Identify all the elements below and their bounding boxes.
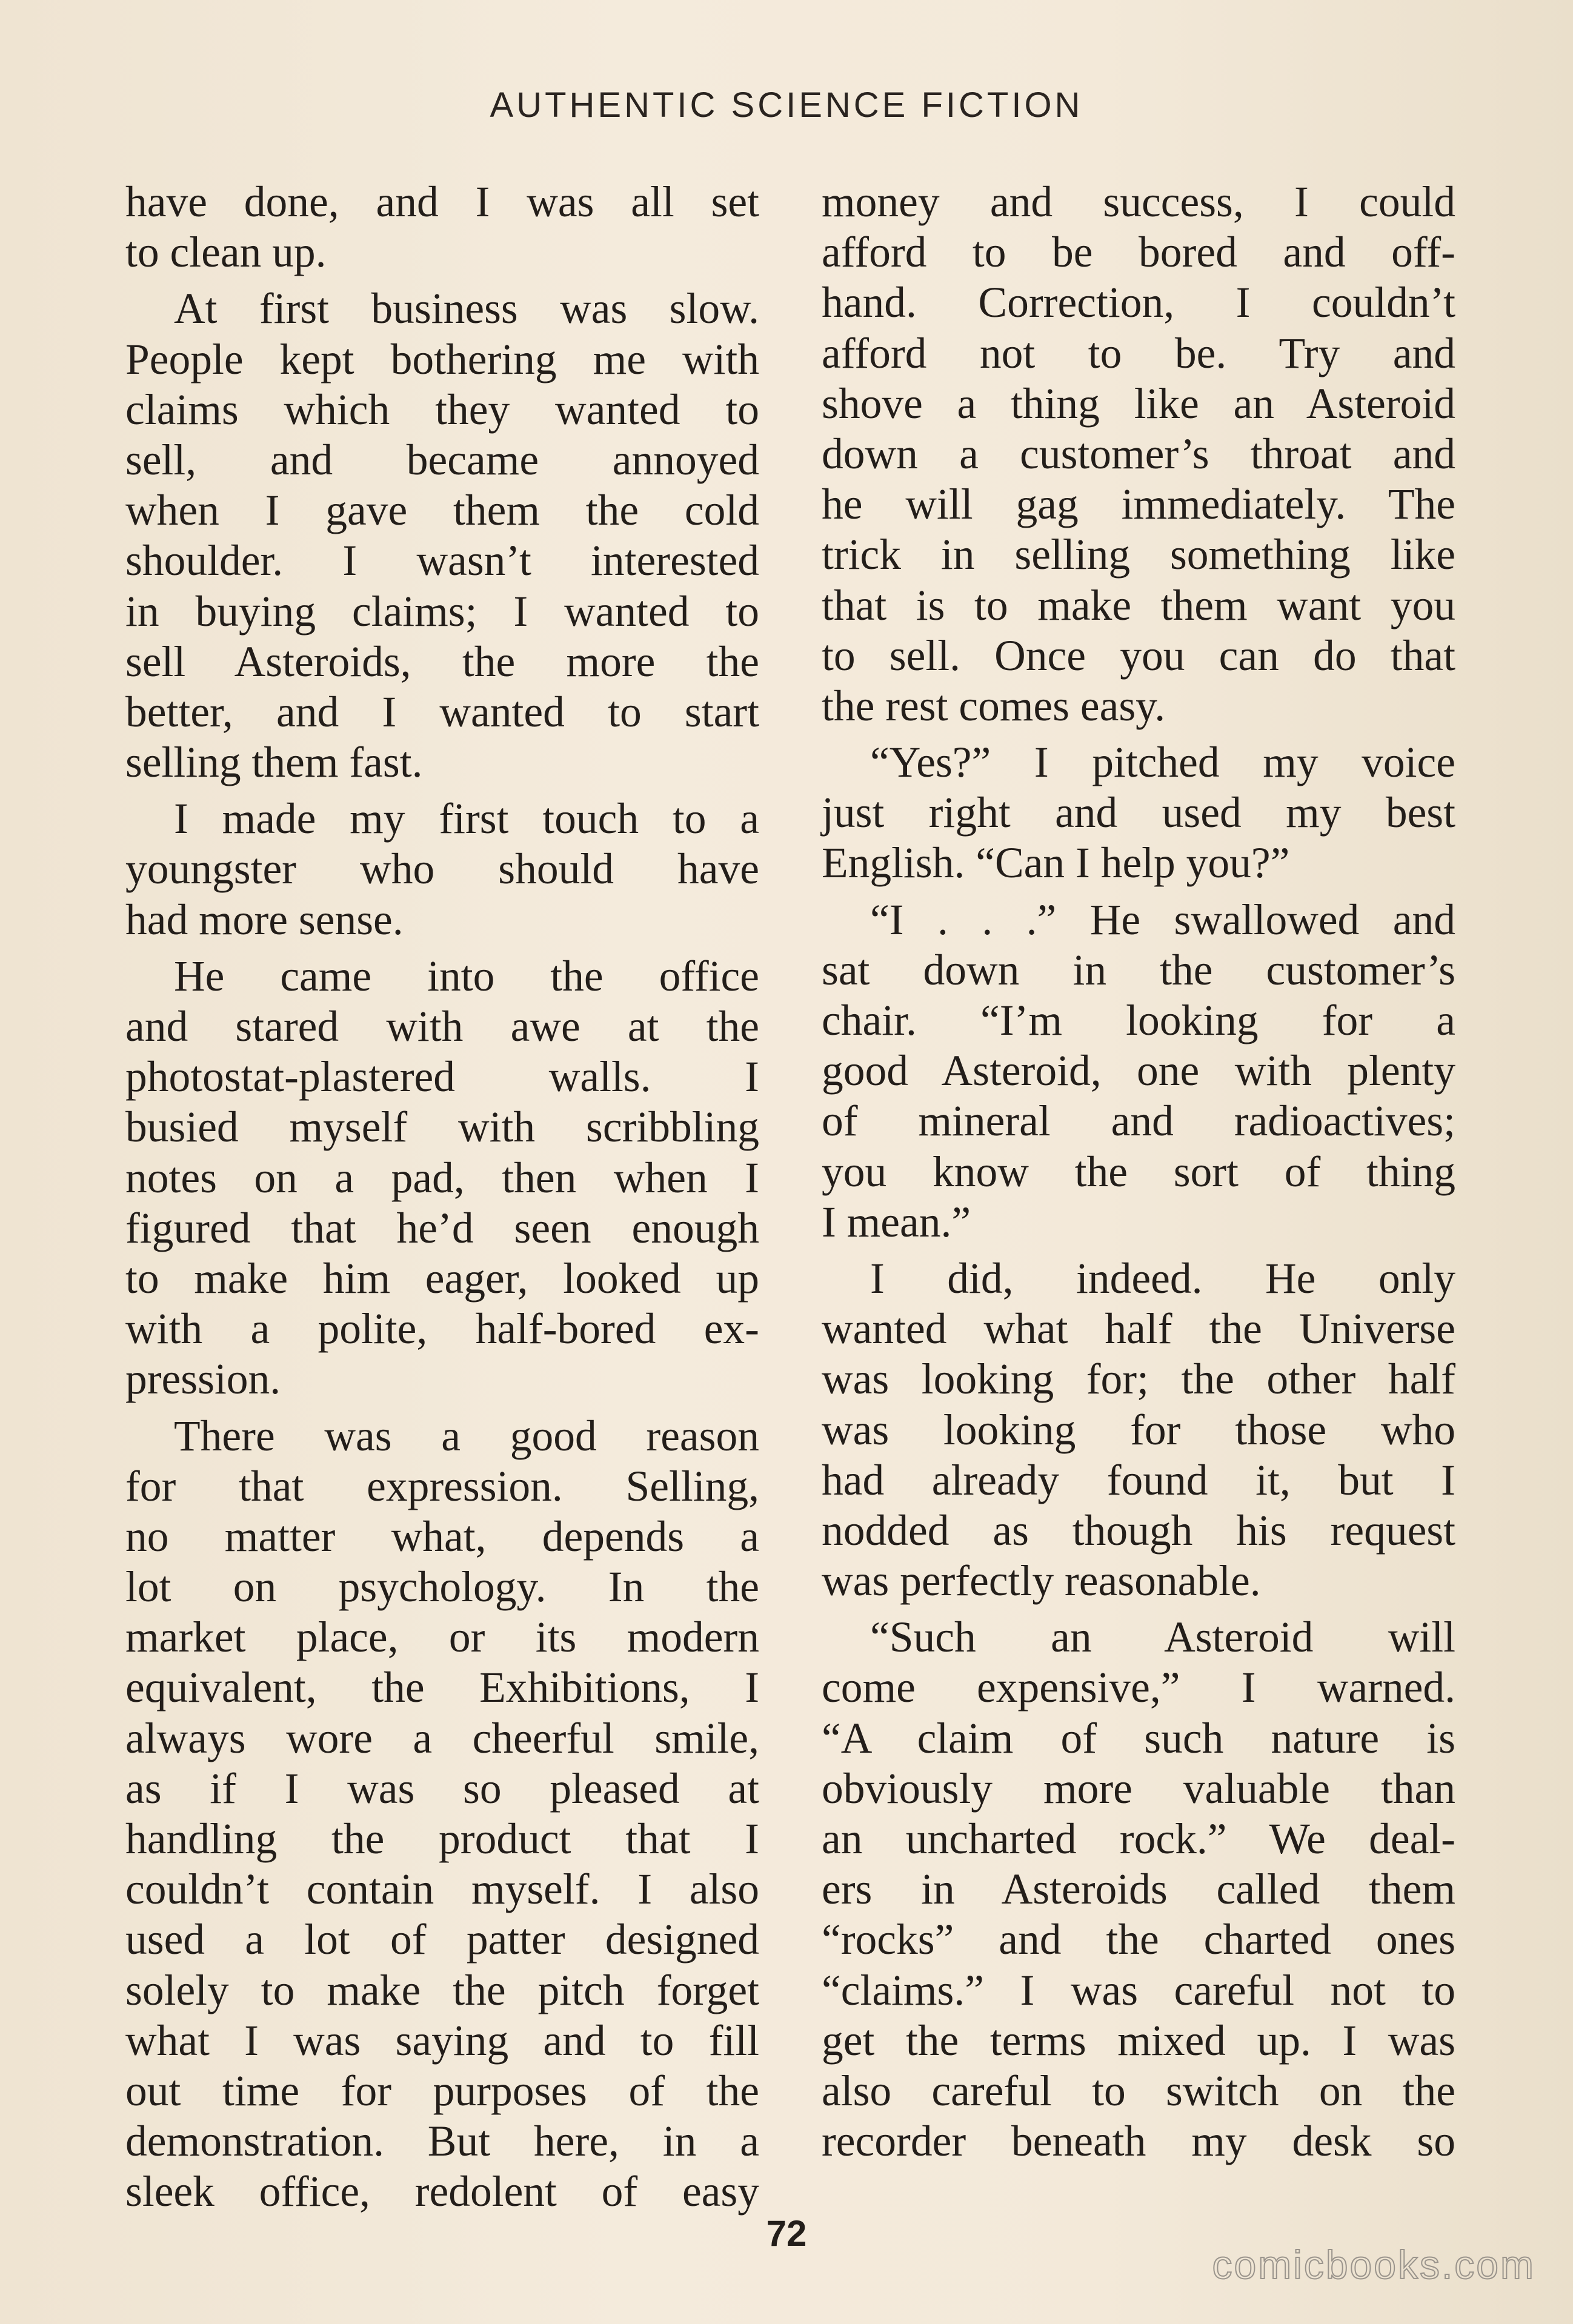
text-line: market place, or its modern — [125, 1613, 759, 1662]
text-line: sell Asteroids, the more the — [125, 637, 759, 686]
text-line: to sell. Once you can do that — [822, 631, 1455, 680]
text-line: chair. “I’m looking for a — [822, 997, 1455, 1044]
text-column-right — [822, 177, 1455, 2173]
text-line: money and success, I could — [822, 178, 1455, 226]
text-line: that is to make them want you — [822, 581, 1455, 629]
text-line: was perfectly reasonable. — [822, 1557, 1261, 1605]
paragraph — [822, 895, 1455, 1247]
text-line: I mean.” — [822, 1198, 971, 1246]
text-line: recorder beneath my desk so — [822, 2117, 1455, 2166]
text-line: busied myself with scribbling — [125, 1103, 759, 1152]
text-line: good Asteroid, one with plenty — [822, 1047, 1455, 1095]
paragraph — [822, 1612, 1455, 2166]
text-line: also careful to switch on the — [822, 2067, 1455, 2115]
text-line: to make him eager, looked up — [125, 1254, 759, 1303]
text-line: photostat-plastered walls. I — [125, 1053, 759, 1101]
text-line: equivalent, the Exhibitions, I — [125, 1664, 759, 1712]
text-line: couldn’t contain myself. I also — [125, 1865, 759, 1914]
text-line: for that expression. Selling, — [125, 1462, 759, 1510]
text-line: an uncharted rock.” We deal- — [822, 1815, 1455, 1863]
text-line: “I . . .” He swallowed and — [870, 895, 1455, 944]
text-line: come expensive,” I warned. — [822, 1664, 1455, 1712]
text-line: was looking for those who — [822, 1406, 1455, 1454]
text-line: demonstration. But here, in a — [125, 2117, 759, 2166]
page-number: 72 — [766, 2213, 807, 2254]
text-line: solely to make the pitch forget — [125, 1966, 759, 2014]
text-line: figured that he’d seen enough — [125, 1204, 759, 1252]
watermark-logo: comicbooks.com — [1212, 2242, 1535, 2287]
text-line: obviously more valuable than — [822, 1764, 1455, 1813]
text-line: shoulder. I wasn’t interested — [125, 537, 759, 585]
text-line: “Such an Asteroid will — [870, 1613, 1455, 1662]
paragraph — [125, 794, 759, 945]
text-line: the rest comes easy. — [822, 682, 1166, 730]
text-line: as if I was so pleased at — [125, 1764, 759, 1813]
text-line: lot on psychology. In the — [125, 1563, 759, 1612]
text-line: of mineral and radioactives; — [822, 1097, 1455, 1146]
text-line: sat down in the customer’s — [822, 946, 1455, 994]
text-column-left — [125, 177, 759, 2223]
paragraph — [125, 1411, 759, 2217]
text-line: trick in selling something like — [822, 531, 1455, 579]
text-line: sell, and became annoyed — [125, 436, 759, 484]
text-line: At first business was slow. — [174, 285, 759, 333]
paragraph — [822, 737, 1455, 889]
text-line: claims which they wanted to — [125, 385, 759, 434]
text-line: hand. Correction, I couldn’t — [822, 279, 1455, 327]
text-line: what I was saying and to fill — [125, 2016, 759, 2065]
text-line: “claims.” I was careful not to — [822, 1966, 1455, 2014]
text-line: I made my first touch to a — [174, 795, 759, 843]
text-line: he will gag immediately. The — [822, 480, 1455, 529]
text-line: pression. — [125, 1355, 281, 1404]
text-line: selling them fast. — [125, 739, 423, 787]
text-line: get the terms mixed up. I was — [822, 2016, 1455, 2065]
text-line: “A claim of such nature is — [822, 1714, 1455, 1762]
text-line: “rocks” and the charted ones — [822, 1916, 1455, 1964]
text-line: to clean up. — [125, 228, 327, 277]
text-line: afford not to be. Try and — [822, 329, 1455, 377]
text-line: sleek office, redolent of easy — [125, 2168, 759, 2216]
text-line: with a polite, half-bored ex- — [125, 1305, 759, 1353]
text-line: notes on a pad, then when I — [125, 1154, 759, 1202]
text-line: used a lot of patter designed — [125, 1916, 759, 1964]
paragraph — [125, 951, 759, 1405]
text-line: down a customer’s throat and — [822, 430, 1455, 478]
text-line: you know the sort of thing — [822, 1147, 1455, 1196]
text-line: always wore a cheerful smile, — [125, 1714, 759, 1762]
text-line: no matter what, depends a — [125, 1512, 759, 1561]
text-line: nodded as though his request — [822, 1506, 1455, 1555]
running-header: AUTHENTIC SCIENCE FICTION — [490, 85, 1083, 125]
text-line: shove a thing like an Asteroid — [822, 379, 1455, 428]
text-line: just right and used my best — [822, 789, 1455, 837]
text-line: I did, indeed. He only — [870, 1254, 1455, 1303]
text-line: have done, and I was all set — [125, 178, 759, 226]
text-line: afford to be bored and off- — [822, 228, 1455, 277]
paragraph — [125, 284, 759, 788]
text-line: “Yes?” I pitched my voice — [870, 739, 1455, 787]
text-line: handling the product that I — [125, 1815, 759, 1863]
text-line: in buying claims; I wanted to — [125, 587, 759, 636]
text-line: English. “Can I help you?” — [822, 839, 1290, 888]
text-line: People kept bothering me with — [125, 335, 759, 383]
text-line: and stared with awe at the — [125, 1003, 759, 1051]
text-line: was looking for; the other half — [822, 1355, 1455, 1404]
paragraph — [822, 177, 1455, 731]
paragraph — [822, 1253, 1455, 1606]
text-line: out time for purposes of the — [125, 2067, 759, 2115]
text-line: youngster who should have — [125, 845, 759, 894]
text-line: had already found it, but I — [822, 1456, 1455, 1504]
text-line: He came into the office — [174, 952, 759, 1000]
text-line: wanted what half the Universe — [822, 1305, 1455, 1353]
text-line: had more sense. — [125, 895, 404, 944]
text-line: There was a good reason — [174, 1412, 759, 1460]
paragraph — [125, 177, 759, 277]
text-line: when I gave them the cold — [125, 486, 759, 535]
text-line: ers in Asteroids called them — [822, 1865, 1455, 1914]
text-line: better, and I wanted to start — [125, 688, 759, 736]
